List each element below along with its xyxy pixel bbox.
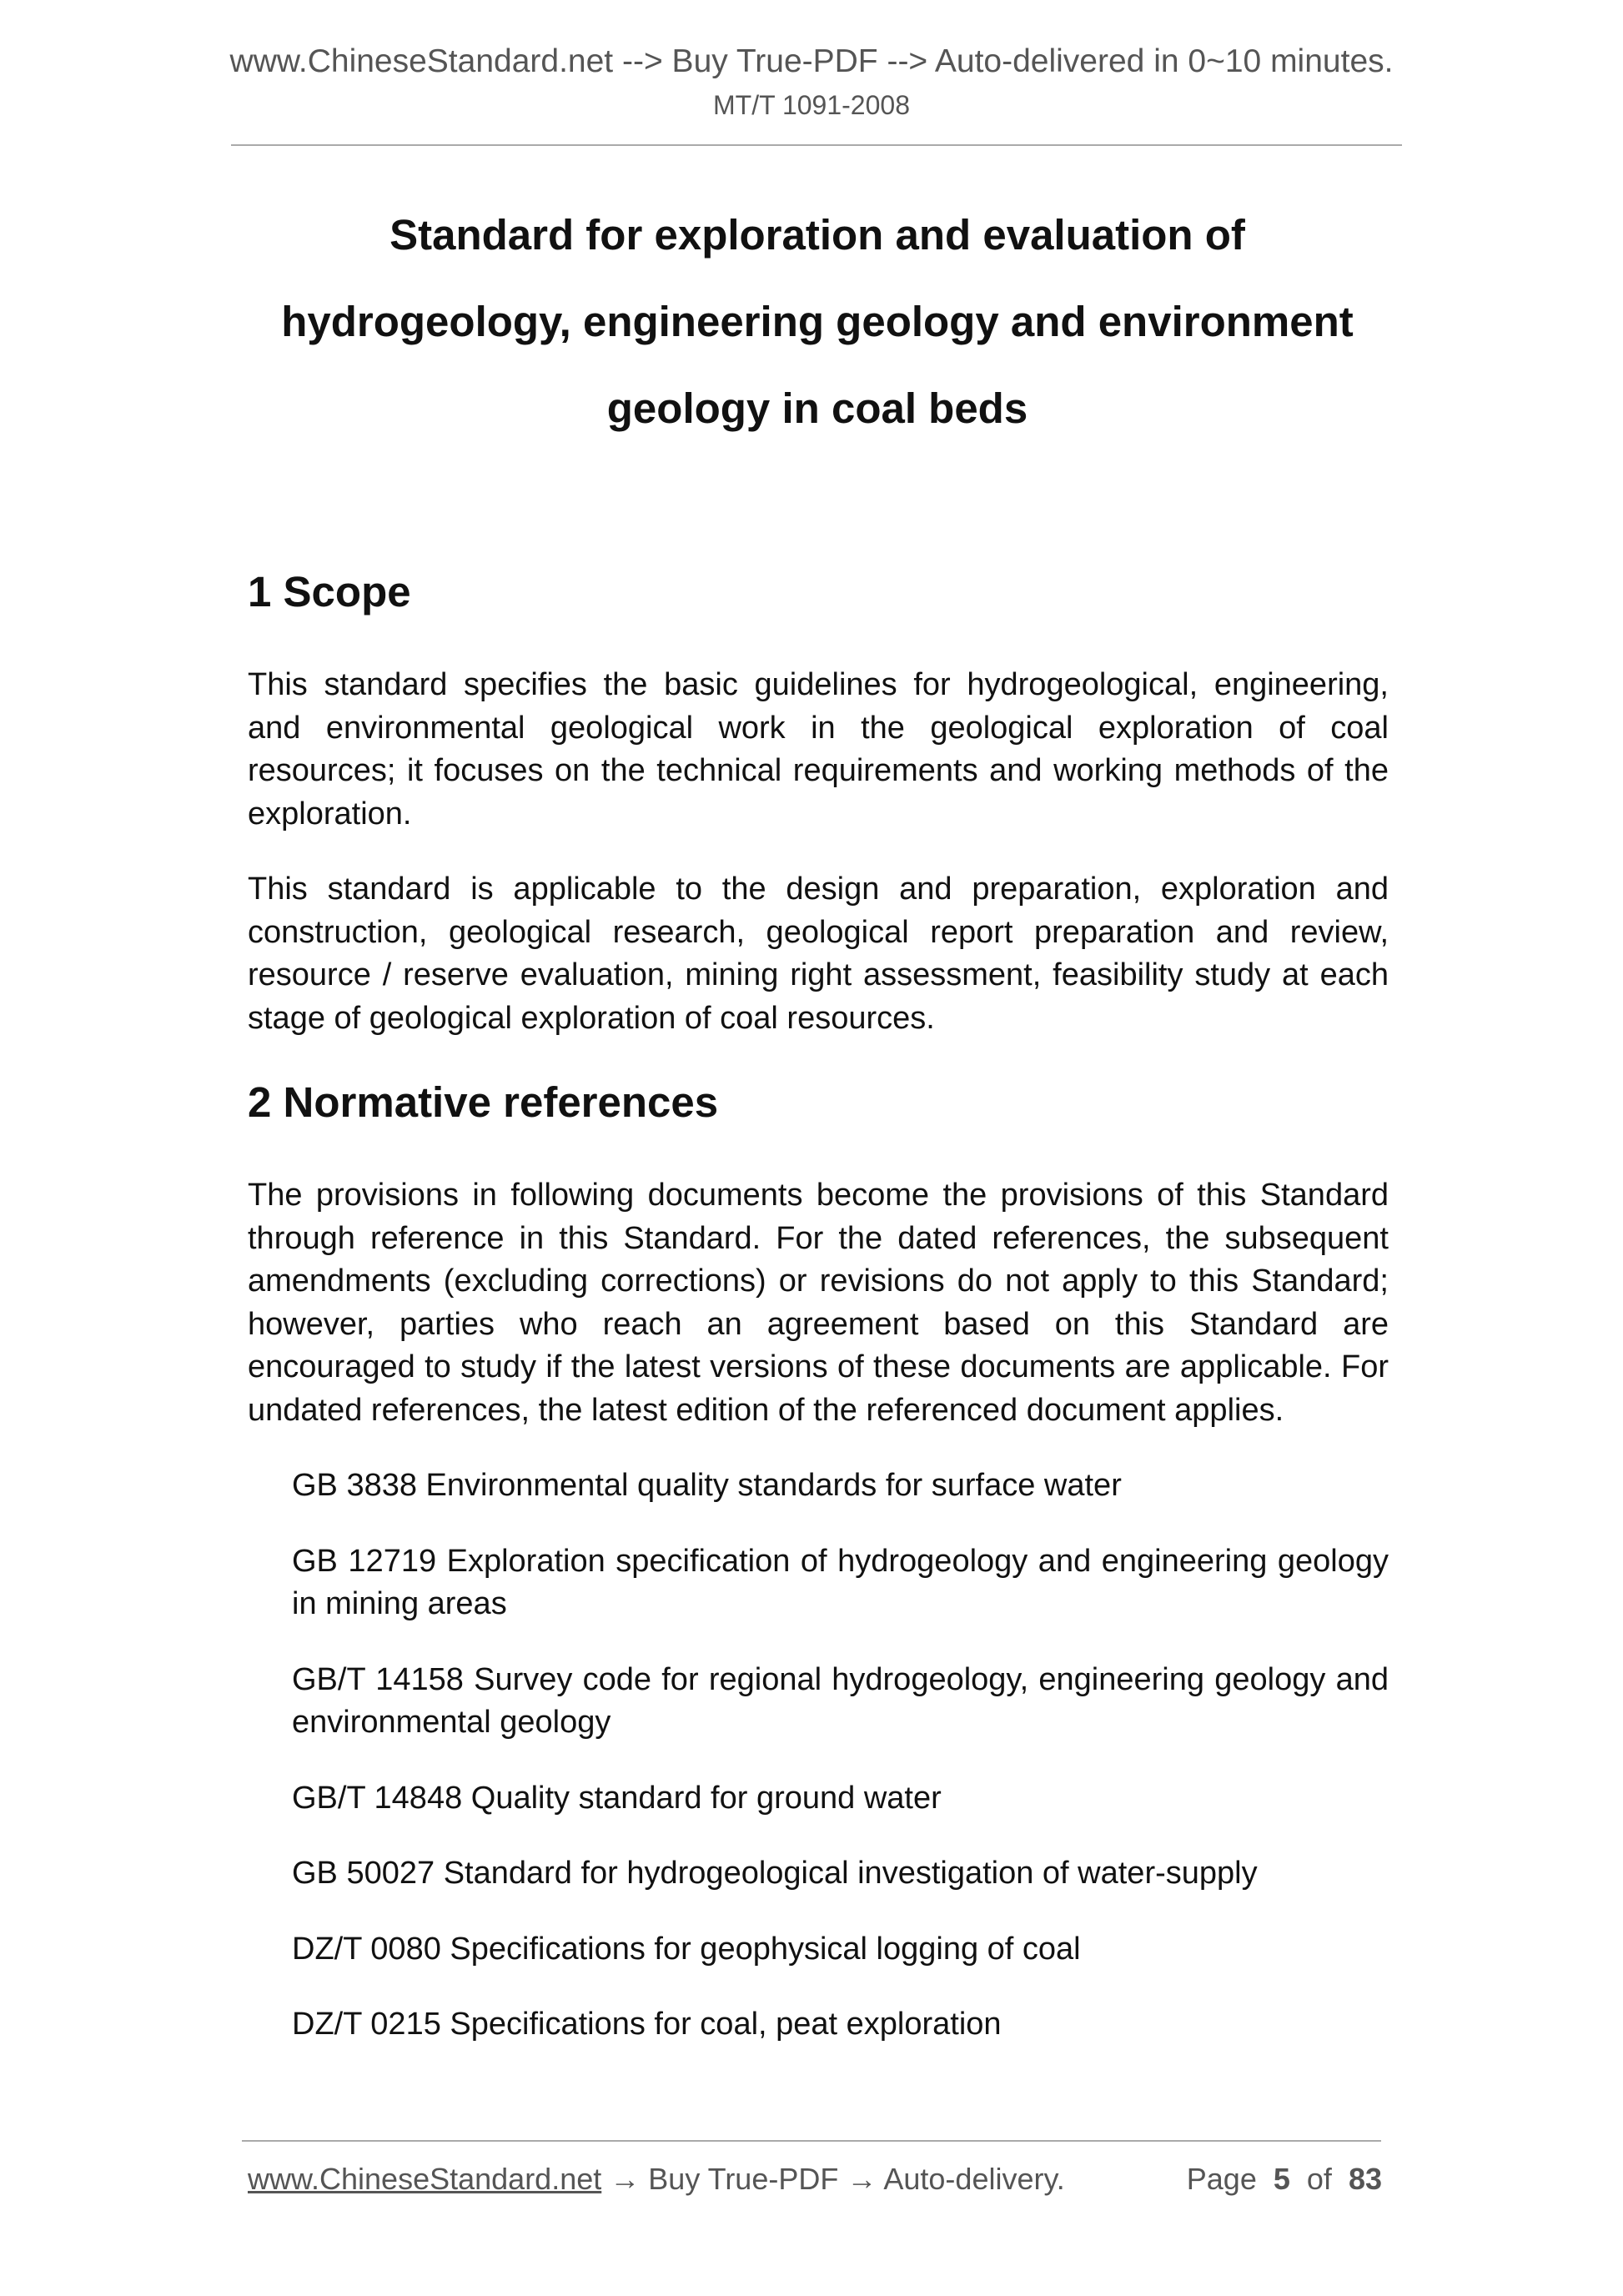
site-link[interactable]: www.ChineseStandard.net	[248, 2162, 602, 2196]
reference-item: GB 12719 Exploration specification of hydrogeology and engineering geology in mining areas	[292, 1543, 1389, 1621]
document-title	[242, 192, 1393, 452]
title-line-1: Standard for exploration and evaluation of	[389, 211, 1245, 259]
footer-divider	[242, 2140, 1381, 2142]
reference-item: GB 50027 Standard for hydrogeological investigation of water-supply	[292, 1856, 1258, 1891]
reference-item: GB 3838 Environmental quality standards for surface water	[292, 1468, 1122, 1503]
auto-delivery-text: Auto-delivery.	[883, 2162, 1065, 2196]
arrow-right-icon: →	[847, 2162, 877, 2196]
section-normative-references	[248, 1078, 1389, 2047]
current-page-number: 5	[1273, 2162, 1290, 2196]
section-scope	[248, 567, 1389, 1040]
reference-item: DZ/T 0215 Specifications for coal, peat exploration	[292, 2007, 1002, 2042]
title-line-3: geology in coal beds	[606, 384, 1028, 432]
total-pages-number: 83	[1348, 2162, 1382, 2196]
reference-item: GB/T 14848 Quality standard for ground water	[292, 1780, 942, 1816]
title-line-2: hydrogeology, engineering geology and environment	[281, 298, 1354, 345]
section-heading-normative-references: 2 Normative references	[248, 1078, 719, 1126]
page-label: Page	[1186, 2162, 1257, 2196]
scope-paragraph: This standard is applicable to the design and preparation, exploration and construction, geological research, geological report preparation and review, resource / reserve evaluation, mining right assessment, feasibility study at each stage of geological exploration of coal resources.	[248, 872, 1389, 1036]
of-label: of	[1306, 2162, 1332, 2196]
site-banner: www.ChineseStandard.net --> Buy True-PDF --> Auto-delivered in 0~10 minutes.	[229, 43, 1394, 79]
standard-number: MT/T 1091-2008	[713, 90, 910, 120]
reference-item: GB/T 14158 Survey code for regional hydrogeology, engineering geology and environmental geology	[292, 1661, 1389, 1740]
page-indicator	[1187, 2162, 1382, 2197]
reference-item: DZ/T 0080 Specifications for geophysical logging of coal	[292, 1931, 1081, 1967]
buy-true-pdf-text: Buy True-PDF	[648, 2162, 839, 2196]
footer-promo	[248, 2162, 1065, 2197]
header-divider	[231, 144, 1402, 146]
section-heading-scope: 1 Scope	[248, 568, 411, 615]
document-body	[248, 567, 1389, 2047]
arrow-right-icon: →	[610, 2162, 641, 2196]
references-intro-paragraph: The provisions in following documents become the provisions of this Standard through reference in this Standard. For the dated references, the subsequent amendments (excluding corrections) or revisions do not apply to this Standard; however, parties who reach an agreement based on this Standard are encouraged to study if the latest versions of these documents are applicable. For undated references, the latest edition of the referenced document applies.	[248, 1178, 1389, 1428]
scope-paragraph: This standard specifies the basic guidelines for hydrogeological, engineering, and environmental geological work in the geological exploration of coal resources; it focuses on the technical requirements and working methods of the exploration.	[248, 667, 1389, 831]
